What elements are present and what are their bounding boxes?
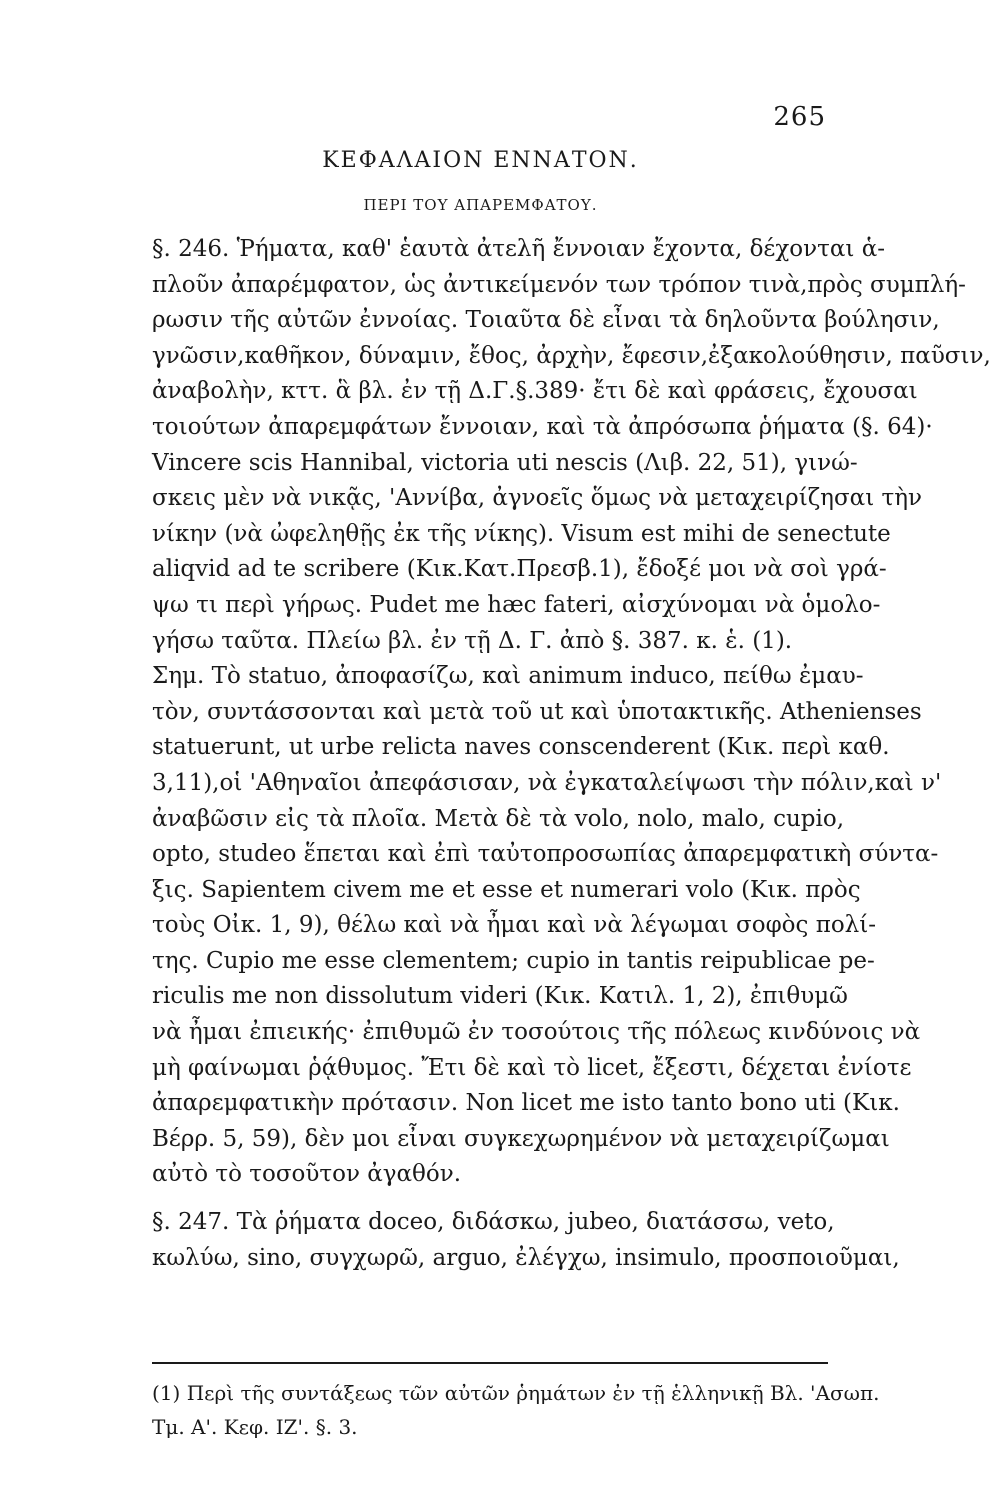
text-line: γνῶσιν,καθῆκον, δύναμιν, ἔθος, ἀρχὴν, ἔφεσιν,ἐξακολούθησιν, παῦσιν, bbox=[152, 342, 991, 369]
text-line: αὐτὸ τὸ τοσοῦτον ἀγαθόν. bbox=[152, 1161, 462, 1188]
paragraph-247 bbox=[152, 1205, 900, 1276]
text-line: νίκην (νὰ ὠφεληθῇς ἐκ τῆς νίκης). Visum est mihi de senectute bbox=[152, 520, 891, 547]
text-line: ψω τι περὶ γήρως. Pudet me hæc fateri, αἰσχύνομαι νὰ ὁμολο- bbox=[152, 591, 881, 618]
paragraph-gap bbox=[152, 1193, 828, 1205]
text-line: μὴ φαίνωμαι ῥᾴθυμος. Ἔτι δὲ καὶ τὸ licet, ἔξεστι, δέχεται ἐνίοτε bbox=[152, 1054, 912, 1081]
text-line: ἀναβῶσιν εἰς τὰ πλοῖα. Μετὰ δὲ τὰ volo, nolo, malo, cupio, bbox=[152, 805, 845, 832]
text-line: τοὺς Οἰκ. 1, 9), θέλω καὶ νὰ ἦμαι καὶ νὰ λέγωμαι σοφὸς πολί- bbox=[152, 912, 877, 939]
text-line: 3,11),οἱ 'Αθηναῖοι ἀπεφάσισαν, νὰ ἐγκαταλείψωσι τὴν πόλιν,καὶ ν' bbox=[152, 769, 942, 796]
section-subtitle: ΠΕΡΙ ΤΟΥ ΑΠΑΡΕΜΦΑΤΟΥ. bbox=[363, 196, 598, 214]
footnote bbox=[152, 1376, 880, 1444]
text-line: πλοῦν ἀπαρέμφατον, ὡς ἀντικείμενόν των τρόπον τινὰ,πρὸς συμπλή- bbox=[152, 271, 966, 298]
text-line: σκεις μὲν νὰ νικᾷς, 'Αννίβα, ἀγνοεῖς ὅμως νὰ μεταχειρίζησαι τὴν bbox=[152, 485, 923, 512]
text-line: ἀναβολὴν, κττ. ἃ βλ. ἐν τῇ Δ.Γ.§.389· ἔτι δὲ καὶ φράσεις, ἔχουσαι bbox=[152, 378, 918, 405]
text-line: νὰ ἦμαι ἐπιεικής· ἐπιθυμῶ ἐν τοσούτοις τῆς πόλεως κινδύνοις νὰ bbox=[152, 1019, 921, 1046]
page-number: 265 bbox=[773, 102, 826, 132]
main-text bbox=[152, 232, 991, 1276]
footnote-line: (1) Περὶ τῆς συντάξεως τῶν αὐτῶν ῥημάτων ἐν τῇ ἑλληνικῇ Βλ. 'Ασωπ. bbox=[152, 1381, 880, 1405]
text-line: statuerunt, ut urbe relicta naves conscenderent (Κικ. περὶ καθ. bbox=[152, 734, 890, 761]
text-line: της. Cupio me esse clementem; cupio in tantis reipublicae pe- bbox=[152, 947, 875, 974]
text-line: Σημ. Τὸ statuo, ἀποφασίζω, καὶ animum induco, πείθω ἐμαυ- bbox=[152, 663, 864, 690]
text-line: ξις. Sapientem civem me et esse et numerari volo (Κικ. πρὸς bbox=[152, 876, 861, 903]
text-line: ἀπαρεμφατικὴν πρότασιν. Non licet me isto tanto bono uti (Κικ. bbox=[152, 1090, 900, 1117]
text-line: §. 247. Τὰ ῥήματα doceo, διδάσκω, jubeo, διατάσσω, veto, bbox=[152, 1209, 835, 1236]
paragraph-246 bbox=[152, 232, 991, 1193]
chapter-title: ΚΕΦΑΛΑΙΟΝ ΕΝΝΑΤΟΝ. bbox=[322, 148, 639, 173]
text-line: τοιούτων ἀπαρεμφάτων ἔννοιαν, καὶ τὰ ἀπρόσωπα ῥήματα (§. 64)· bbox=[152, 413, 933, 440]
text-line: γήσω ταῦτα. Πλείω βλ. ἐν τῇ Δ. Γ. ἀπὸ §. 387. κ. ἑ. (1). bbox=[152, 627, 793, 654]
text-line: §. 246. Ῥήματα, καθ' ἑαυτὰ ἀτελῆ ἔννοιαν ἔχοντα, δέχονται ἁ- bbox=[152, 236, 886, 262]
footnote-line: Τμ. Α'. Κεφ. ΙΖ'. §. 3. bbox=[152, 1415, 358, 1439]
text-line: riculis me non dissolutum videri (Κικ. Κατιλ. 1, 2), ἐπιθυμῶ bbox=[152, 983, 848, 1010]
text-line: κωλύω, sino, συγχωρῶ, arguo, ἐλέγχω, insimulo, προσποιοῦμαι, bbox=[152, 1244, 900, 1271]
text-line: τὸν, συντάσσονται καὶ μετὰ τοῦ ut καὶ ὑποτακτικῆς. Athenienses bbox=[152, 698, 922, 725]
footnote-divider bbox=[152, 1362, 828, 1364]
text-line: Vincere scis Hannibal, victoria uti nescis (Λιβ. 22, 51), γινώ- bbox=[152, 449, 858, 476]
text-line: Βέρρ. 5, 59), δὲν μοι εἶναι συγκεχωρημένον νὰ μεταχειρίζωμαι bbox=[152, 1125, 890, 1152]
text-line: opto, studeo ἕπεται καὶ ἐπὶ ταὐτοπροσωπίας ἀπαρεμφατικὴ σύντα- bbox=[152, 841, 939, 868]
text-line: ρωσιν τῆς αὐτῶν ἐννοίας. Τοιαῦτα δὲ εἶναι τὰ δηλοῦντα βούλησιν, bbox=[152, 307, 940, 334]
text-line: aliqvid ad te scribere (Κικ.Κατ.Πρεσβ.1), ἔδοξέ μοι νὰ σοὶ γρά- bbox=[152, 556, 887, 583]
